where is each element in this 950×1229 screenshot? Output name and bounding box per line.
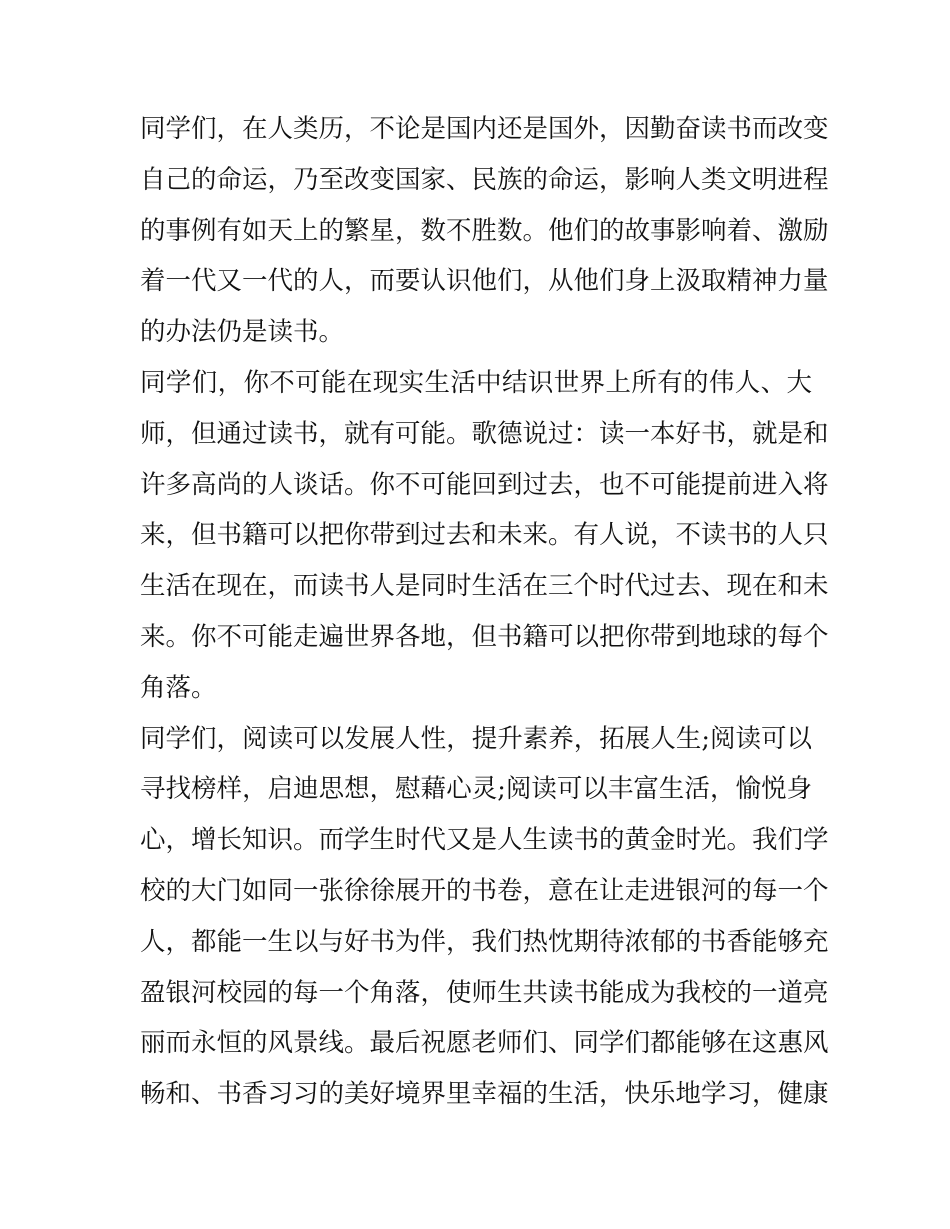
document-body xyxy=(140,104,829,1120)
text-line: 许多高尚的人谈话。你不可能回到过去，也不可能提前进入将 xyxy=(140,469,829,500)
text-line: 来。你不可能走遍世界各地，但书籍可以把你带到地球的每个 xyxy=(140,621,829,652)
text-line: 同学们，你不可能在现实生活中结识世界上所有的伟人、大 xyxy=(140,367,812,398)
text-line: 寻找榜样，启迪思想，慰藉心灵;阅读可以丰富生活，愉悦身 xyxy=(140,774,812,805)
text-line: 校的大门如同一张徐徐展开的书卷，意在让走进银河的每一个 xyxy=(140,875,829,906)
text-line: 角落。 xyxy=(140,672,217,703)
text-line: 心，增长知识。而学生时代又是人生读书的黄金时光。我们学 xyxy=(140,825,829,856)
text-line: 同学们，在人类历，不论是国内还是国外，因勤奋读书而改变 xyxy=(140,114,829,144)
text-line: 畅和、书香习习的美好境界里幸福的生活，快乐地学习，健康 xyxy=(140,1079,829,1110)
text-line: 师，但通过读书，就有可能。歌德说过：读一本好书，就是和 xyxy=(140,418,829,449)
text-line: 生活在现在，而读书人是同时生活在三个时代过去、现在和未 xyxy=(140,571,829,602)
text-line: 盈银河校园的每一个角落，使师生共读书能成为我校的一道亮 xyxy=(140,977,829,1008)
text-line: 自己的命运，乃至改变国家、民族的命运，影响人类文明进程 xyxy=(140,164,829,195)
text-line: 丽而永恒的风景线。最后祝愿老师们、同学们都能够在这惠风 xyxy=(140,1028,829,1059)
text-line: 的事例有如天上的繁星，数不胜数。他们的故事影响着、激励 xyxy=(140,215,829,246)
text-line: 来，但书籍可以把你带到过去和未来。有人说，不读书的人只 xyxy=(140,520,829,551)
text-line: 同学们，阅读可以发展人性，提升素养，拓展人生;阅读可以 xyxy=(140,723,812,754)
text-line: 人，都能一生以与好书为伴，我们热忱期待浓郁的书香能够充 xyxy=(140,926,829,957)
text-line: 着一代又一代的人，而要认识他们，从他们身上汲取精神力量 xyxy=(140,266,829,297)
text-line: 的办法仍是读书。 xyxy=(140,317,345,348)
